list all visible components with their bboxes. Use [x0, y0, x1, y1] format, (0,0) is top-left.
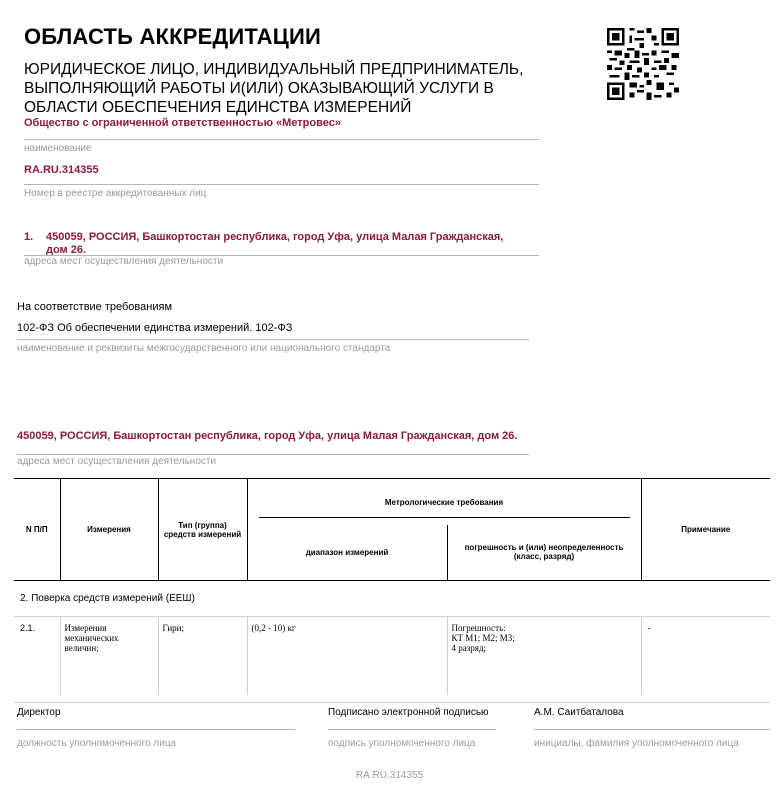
registry-number-caption: Номер в реестре аккредитованных лиц [24, 188, 207, 199]
compliance-heading: На соответствие требованиям [17, 301, 173, 313]
registry-number-underline [24, 184, 539, 185]
site-address-caption: адреса мест осуществления деятельности [17, 456, 217, 467]
document-title: ОБЛАСТЬ АККРЕДИТАЦИИ [24, 24, 322, 49]
table-bottom-line [14, 702, 770, 703]
site-address: 450059, РОССИЯ, Башкортостан республика, город Уфа, улица Малая Гражданская, дом 26. [17, 430, 518, 442]
signer-name-caption: инициалы, фамилия уполномоченного лица [534, 738, 739, 749]
signer-position: Директор [17, 707, 61, 718]
header-measurements: Измерения [60, 479, 158, 581]
footer-registry-number: RA.RU.314355 [355, 770, 424, 781]
row-accuracy [447, 617, 641, 695]
row-range: (0,2 - 10) кг [247, 617, 447, 695]
signer-name: А.М. Саитбаталова [534, 707, 624, 718]
compliance-caption: наименование и реквизиты межгосударственного или национального стандарта [17, 343, 391, 354]
electronic-signature-caption: подпись уполномоченного лица [328, 738, 476, 749]
site-address-underline [17, 454, 529, 455]
document-subtitle: ЮРИДИЧЕСКОЕ ЛИЦО, ИНДИВИДУАЛЬНЫЙ ПРЕДПРИНИМАТЕЛЬ, ВЫПОЛНЯЮЩИЙ РАБОТЫ И(ИЛИ) ОКАЗЫВАЮЩИЙ УСЛУГИ В ОБЛАСТИ ОБЕСПЕЧЕНИЯ ЕДИНСТВА ИЗМЕРЕНИЙ [24, 61, 524, 116]
organization-name: Общество с ограниченной ответственностью «Метровес» [24, 117, 341, 129]
organization-name-underline [24, 139, 539, 140]
header-num: N П/П [14, 479, 60, 581]
qr-code-icon [607, 28, 679, 100]
row-num: 2.1. [14, 617, 60, 695]
compliance-underline [17, 339, 529, 340]
header-accuracy: погрешность и (или) неопределенность (класс, разряд) [447, 525, 641, 581]
location-item-number: 1. [24, 231, 34, 243]
location-caption: адреса мест осуществления деятельности [24, 256, 224, 267]
signer-name-underline [534, 729, 770, 730]
compliance-standard: 102-ФЗ Об обеспечении единства измерений. 102-ФЗ [17, 322, 293, 334]
row-accuracy-line-1: Погрешность: [451, 623, 506, 633]
signer-position-caption: должность уполномоченного лица [17, 738, 177, 749]
header-instrument-type: Тип (группа) средств измерений [158, 479, 247, 581]
header-metrological [247, 479, 641, 525]
requirements-table [14, 478, 770, 695]
header-metrological-text: Метрологические требования [259, 486, 630, 518]
section-row: 2. Поверка средств измерений (ЕЕШ) [14, 581, 770, 617]
row-measurements: Измерения механических величин; [60, 617, 158, 695]
organization-name-caption: наименование [24, 143, 92, 154]
signer-position-underline [17, 729, 295, 730]
electronic-signature-underline [328, 729, 496, 730]
row-accuracy-line-2: КТ М1; М2; М3; [451, 633, 515, 643]
header-note: Примечание [641, 479, 770, 581]
row-accuracy-line-3: 4 разряд; [451, 643, 487, 653]
row-instrument-type: Гири; [158, 617, 247, 695]
header-range: диапазон измерений [247, 525, 447, 581]
registry-number: RA.RU.314355 [24, 164, 99, 176]
row-note: - [647, 623, 651, 633]
location-item-address: 450059, РОССИЯ, Башкортостан республика, город Уфа, улица Малая Гражданская, дом 26. [46, 231, 504, 256]
electronic-signature: Подписано электронной подписью [328, 707, 489, 718]
